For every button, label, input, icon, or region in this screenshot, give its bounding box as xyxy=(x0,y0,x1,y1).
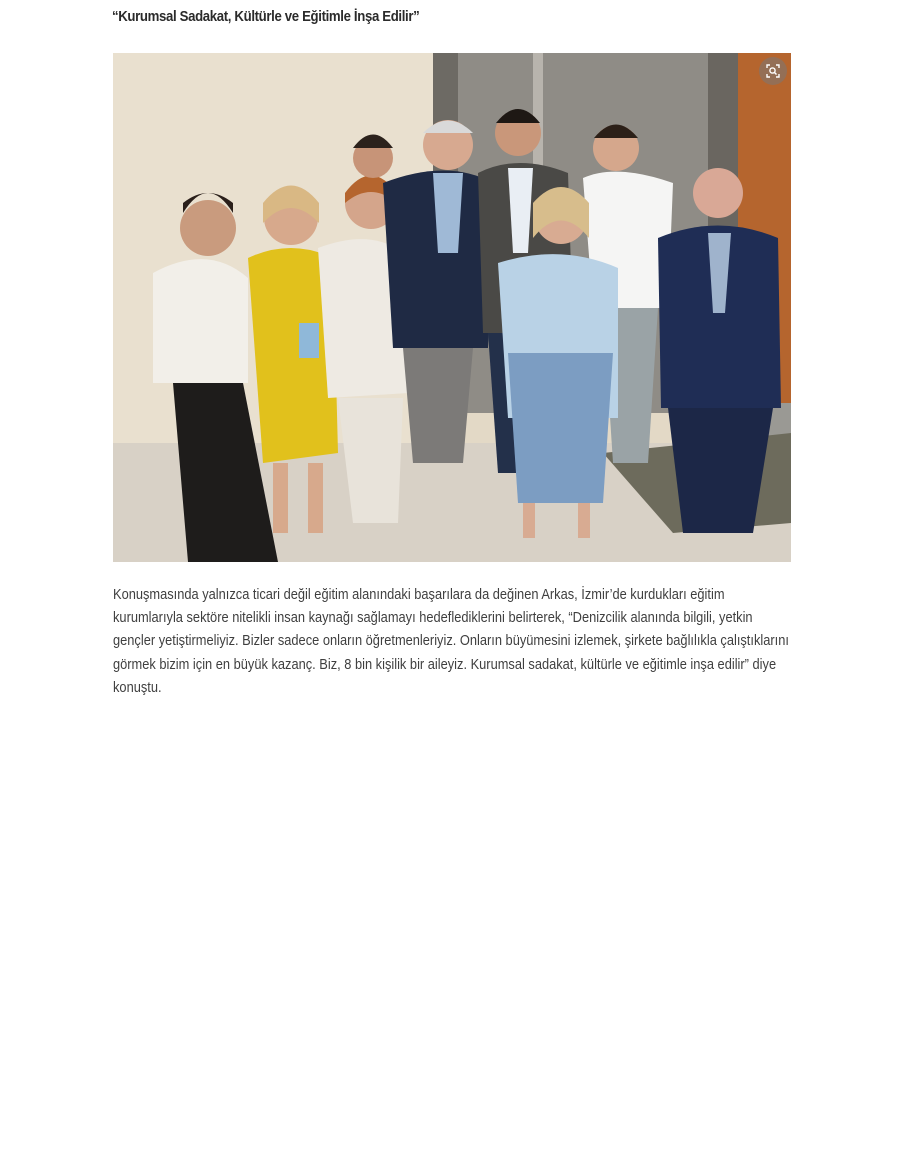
group-photo-illustration xyxy=(113,53,791,562)
visual-search-icon xyxy=(765,63,781,79)
article-subheading: “Kurumsal Sadakat, Kültürle ve Eğitimle İnşa Edilir” xyxy=(112,8,420,25)
visual-search-button[interactable] xyxy=(759,57,787,85)
article-paragraph: Konuşmasında yalnızca ticari değil eğitim alanındaki başarılara da değinen Arkas, İzmir’de kurdukları eğitim kurumlarıyla sektöre nitelikli insan kaynağı sağlamayı hedeflediklerini belirterek, “Denizcilik alanında bilgili, yetkin gençler yetiştirmeliyiz. Bizler sadece onların öğretmenleriyiz. Onların büyümesini izlemek, şirkete bağlılıkla çalıştıklarını görmek bizim için en büyük kazanç. Biz, 8 bin kişilik bir aileyiz. Kurumsal sadakat, kültürle ve eğitimle inşa edilir” diye konuştu. xyxy=(113,587,789,696)
group-photo xyxy=(113,53,791,562)
